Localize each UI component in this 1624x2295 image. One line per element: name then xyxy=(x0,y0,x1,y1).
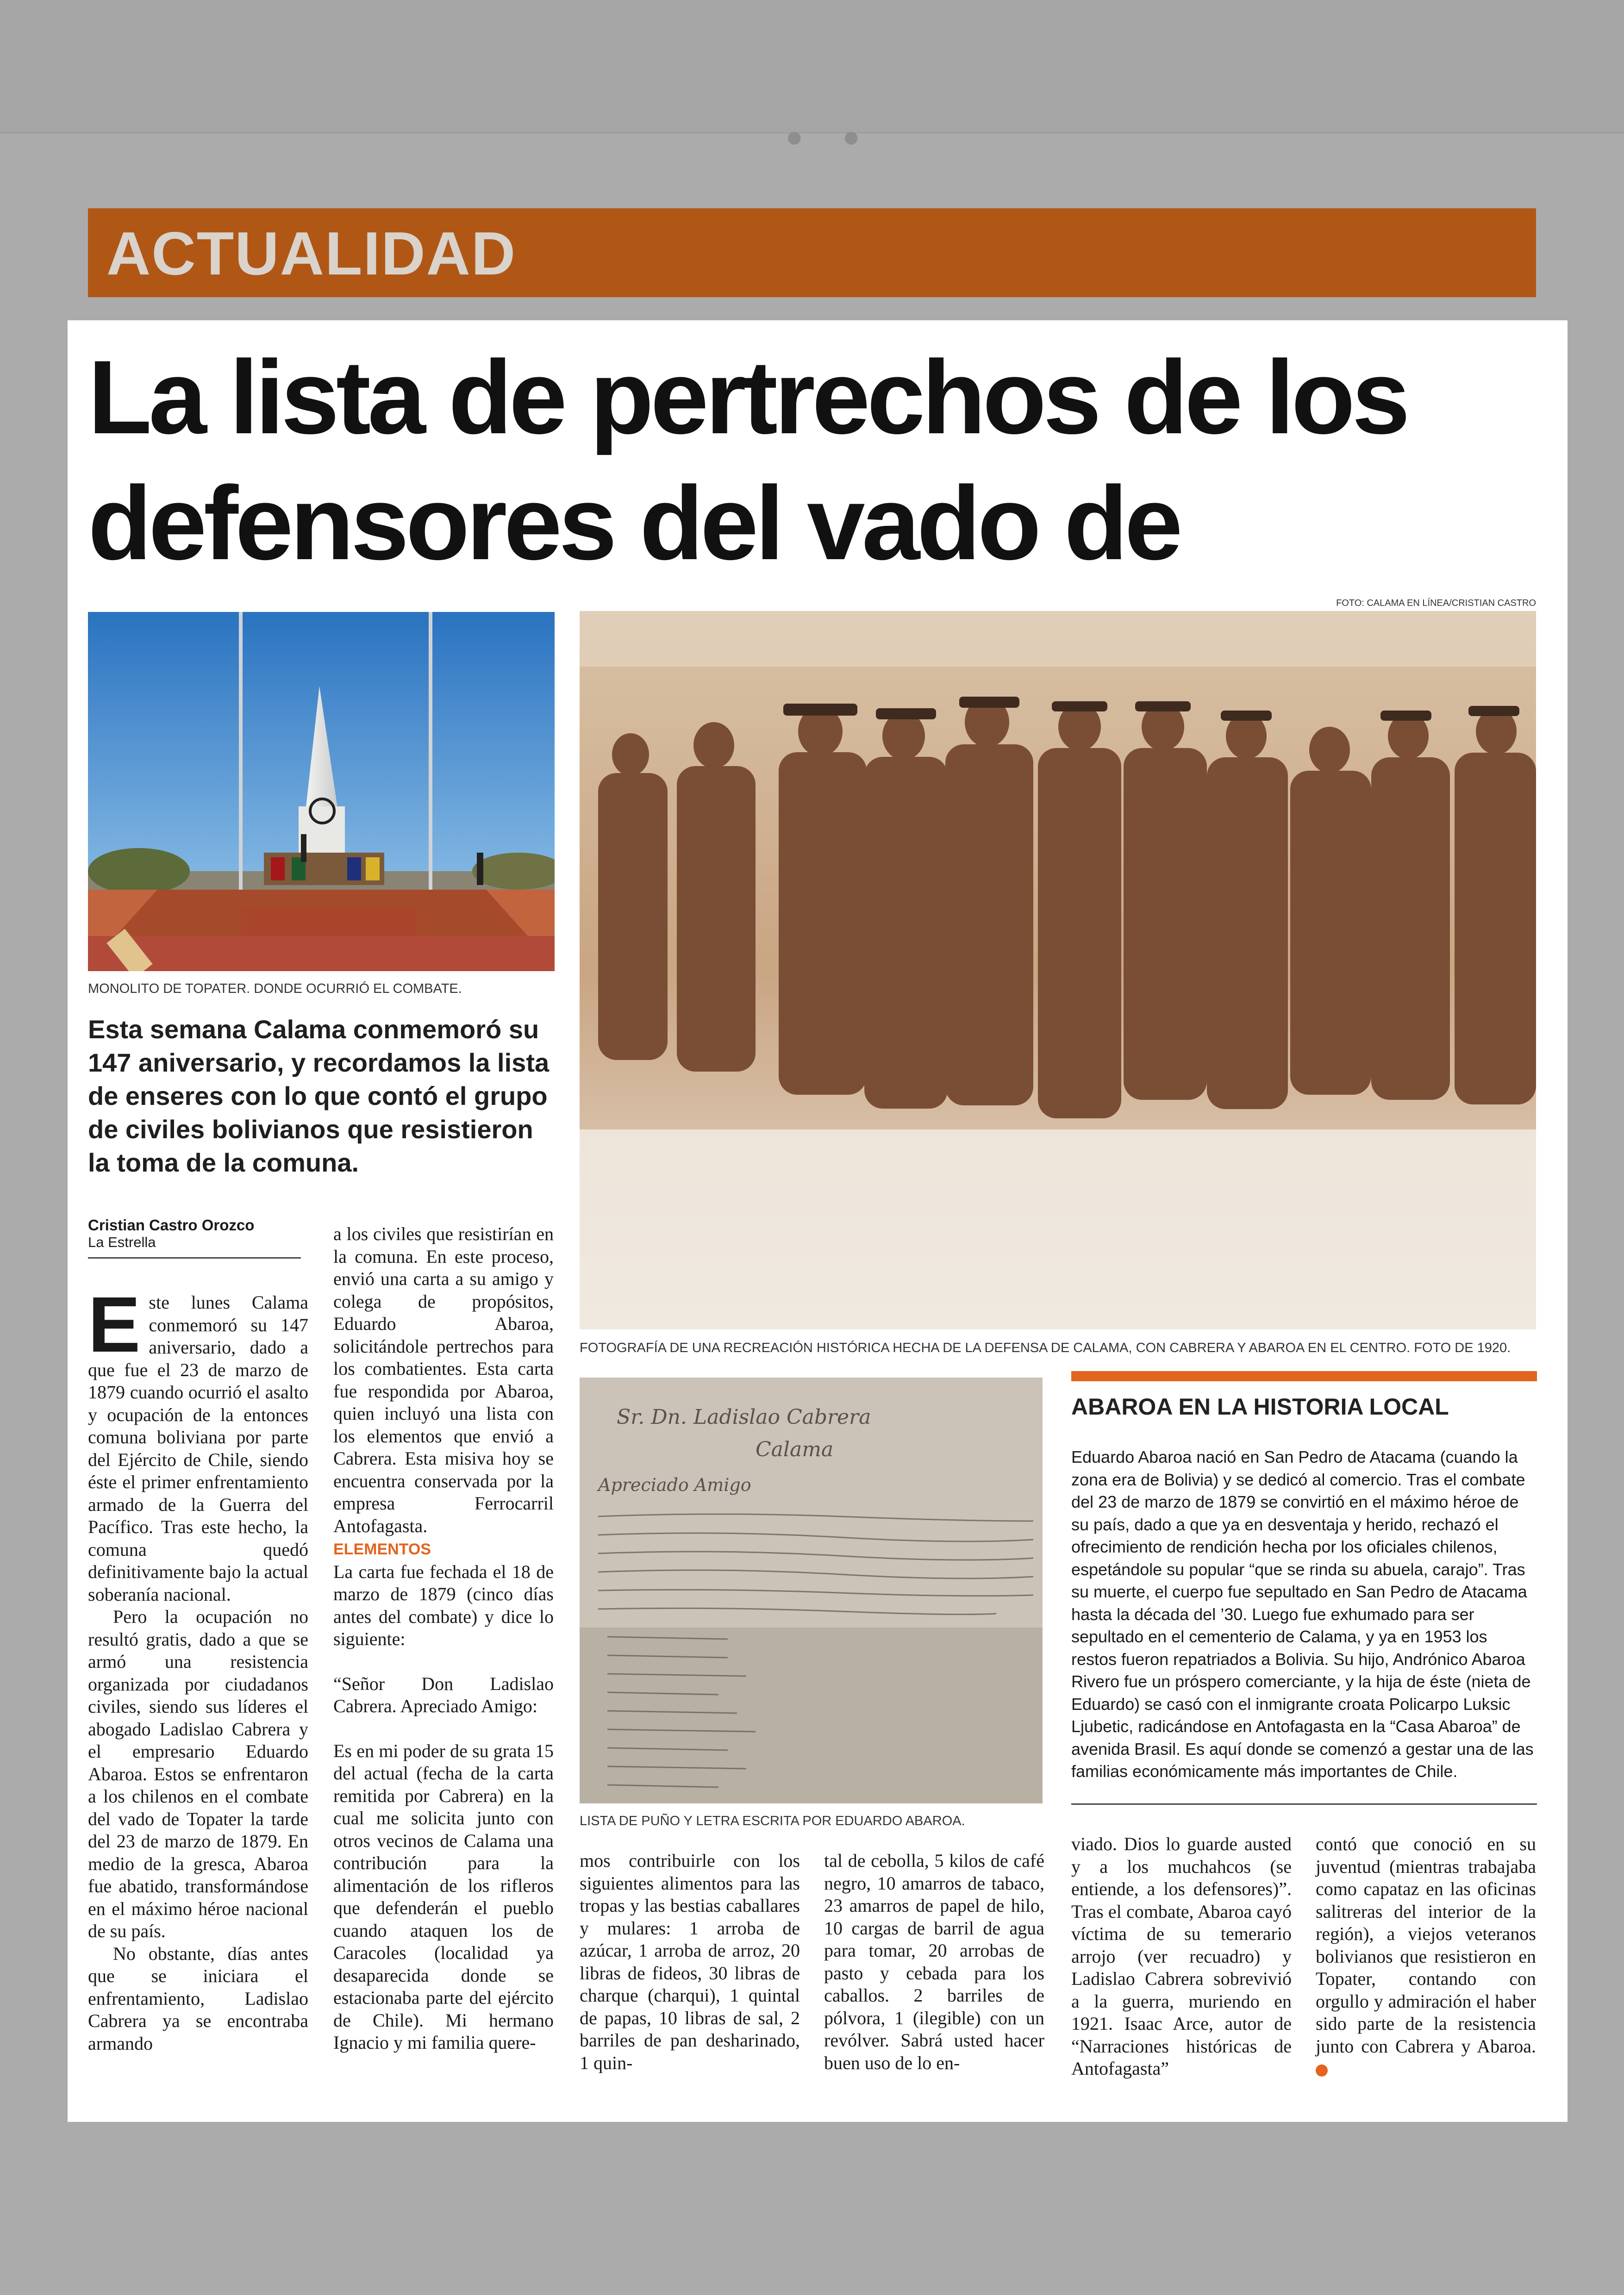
subhead: ELEMENTOS xyxy=(333,1540,431,1558)
article-paragraph: tal de cebolla, 5 kilos de café negro, 10 amarros de tabaco, 23 amarros de papel de hilo, 10 cargas de barril de agua para tomar, 20 arrobas de pasto y cebada para los caballos. 2 barriles de pólvora, 1 (ilegible) con un revólver. Sabrá usted hacer buen uso de lo en- xyxy=(824,1850,1044,2073)
article-paragraph: La carta fue fechada el 18 de marzo de 1879 (cinco días antes del combate) y dice lo siguiente: xyxy=(333,1561,554,1649)
box-text: Eduardo Abaroa nació en San Pedro de Atacama (cuando la zona era de Bolivia) y se dedicó al comercio. Tras el combate del 23 de marzo de 1879 se convirtió en el máximo héroe de su país, dado a que ya en desventaja y herido, rechazó el ofrecimiento de rendición hecha por los oficiales chilenos, espetándole su popular “que se rinda su abuela, carajo”. Tras su muerte, el cuerpo fue sepultado en San Pedro de Atacama hasta la década del ’30. Luego fue exhumado para ser sepultado en el cementerio de Calama, y ya en 1953 los restos fueron repatriados a Bolivia. Su hijo, Andrónico Abaroa Rivero fue un próspero comerciante, y la hija de éste (nieta de Eduardo) se casó con el inmigrante croata Policarpo Luksic Ljubetic, radicándose en Antofagasta en la “Casa Abaroa” de avenida Brasil. Es aquí donde se comenzó a gestar una de las familias económicamente más importantes de Chile. xyxy=(1071,1447,1534,1781)
article-column-2 xyxy=(333,1223,554,2054)
section-bar xyxy=(88,208,1536,297)
box-bottom-rule xyxy=(1071,1803,1537,1805)
lead-paragraph: Esta semana Calama conmemoró su 147 aniversario, y recordamos la lista de enseres con lo que contó el grupo de civiles bolivianos que resistieron la toma de la comuna. xyxy=(88,1015,550,1177)
monolith-caption: MONOLITO DE TOPATER. DONDE OCURRIÓ EL COMBATE. xyxy=(88,981,462,996)
viewer-top-bar xyxy=(0,0,1624,147)
box-title: ABAROA EN LA HISTORIA LOCAL xyxy=(1071,1394,1449,1420)
drop-cap: E xyxy=(88,1281,141,1369)
letter-caption: LISTA DE PUÑO Y LETRA ESCRITA POR EDUARDO ABAROA. xyxy=(580,1814,965,1828)
article-column-3 xyxy=(580,1850,800,2074)
byline-author: Cristian Castro Orozco xyxy=(88,1216,255,1234)
article-paragraph: viado. Dios lo guarde austed y a los muchahcos (se entiende, a los defensores)”. Tras el combate, Abaroa cayó víctima de su temerario arrojo (ver recuadro) y Ladislao Cabrera sobrevivió a la guerra, muriendo en 1921. Isaac Arce, autor de “Narraciones históricas de Antofagasta” xyxy=(1071,1834,1292,2079)
recreation-caption: FOTOGRAFÍA DE UNA RECREACIÓN HISTÓRICA HECHA DE LA DEFENSA DE CALAMA, CON CABRERA Y ABAROA EN EL CENTRO. FOTO DE 1920. xyxy=(580,1341,1511,1355)
letter-photo xyxy=(580,1378,1043,1803)
headline-line-1: La lista de pertrechos de los xyxy=(88,338,1407,455)
article-paragraph: No obstante, días antes que se iniciara el enfrentamiento, Ladislao Cabrera ya se encontraba armando xyxy=(88,1943,308,2054)
article-text: ste lunes Calama conmemoró su 147 aniversario, dado a que fue el 23 de marzo de 1879 cuando ocurrió el asalto y ocupación de la entonces comuna boliviana por parte del Ejército de Chile, siendo éste el primer enfrentamiento armado de la Guerra del Pacífico. Tras este hecho, la comuna quedó definitivamente bajo la actual soberanía nacional. xyxy=(88,1292,308,1605)
article-column-1 xyxy=(88,1281,308,2055)
article-paragraph: a los civiles que resistirían en la comuna. En este proceso, envió una carta a su amigo y colega de propósitos, Eduardo Abaroa, solicitándole pertrechos para los combatientes. Esta carta fue respondida por Abaroa, quien incluyó una lista con los elementos que envió a Cabrera. Esta misiva hoy se encuentra conservada por la empresa Ferrocarril Antofagasta. xyxy=(333,1223,554,1536)
article-paragraph: Pero la ocupación no resultó gratis, dado a que se armó una resistencia organizada por ciudadanos civiles, siendo sus líderes el abogado Ladislao Cabrera y el empresario Eduardo Abaroa. Estos se enfrentaron a los chilenos en el combate del vado de Topater la tarde del 23 de marzo de 1879. En medio de la gresca, Abaroa fue abatido, transformándose en el máximo héroe nacional de su país. xyxy=(88,1606,308,1941)
article-paragraph xyxy=(88,1281,308,1606)
article-text: contó que conoció en su juventud (mientras trabajaba como capataz en las oficinas salitreras del interior de la región), a viejos veteranos bolivianos que resistieron en Topater, contando con orgullo y admiración el haber sido parte de la resistencia junto con Cabrera y Abaroa. xyxy=(1316,1834,1536,2057)
letter-greeting: Apreciado Amigo xyxy=(598,1475,751,1495)
section-label: ACTUALIDAD xyxy=(106,219,517,287)
letter-place: Calama xyxy=(756,1438,834,1461)
photo-credit: FOTO: CALAMA EN LÍNEA/CRISTIAN CASTRO xyxy=(1336,598,1536,608)
letter-quote: “Señor Don Ladislao Cabrera. Apreciado Amigo: xyxy=(333,1673,554,1716)
article-paragraph xyxy=(1316,1833,1536,2080)
letter-quote: Es en mi poder de su grata 15 del actual (fecha de la carta remitida por Cabrera) en la cual me solicita junto con otros vecinos de Calama una contribución para la alimentación de los rifleros que defenderán el pueblo cuando ataquen los de Caracoles (localidad ya desaparecida donde se estacionaba parte del ejército de Chile). Mi hermano Ignacio y mi familia quere- xyxy=(333,1740,554,2053)
article-column-4 xyxy=(824,1850,1044,2074)
headline-line-2: defensores del vado de xyxy=(88,464,1180,581)
article-column-5 xyxy=(1071,1833,1292,2080)
end-mark-icon xyxy=(1316,2064,1328,2077)
recreation-photo xyxy=(580,611,1536,1329)
byline xyxy=(88,1216,301,1259)
article-paragraph: mos contribuirle con los siguientes alimentos para las tropas y las bestias caballares y mulares: 1 arroba de azúcar, 1 arroba de arroz, 20 libras de fideos, 30 libras de charque (charqui), 1 quintal de papas, 10 libras de sal, 2 barriles de pan desharinado, 1 quin- xyxy=(580,1850,800,2073)
box-accent-rule xyxy=(1071,1371,1537,1381)
byline-source: La Estrella xyxy=(88,1234,156,1250)
monolith-photo xyxy=(88,612,555,971)
article-column-6 xyxy=(1316,1833,1536,2080)
letter-salutation: Sr. Dn. Ladislao Cabrera xyxy=(617,1405,871,1429)
page-indicator-dots[interactable]: ● ● xyxy=(787,128,877,147)
